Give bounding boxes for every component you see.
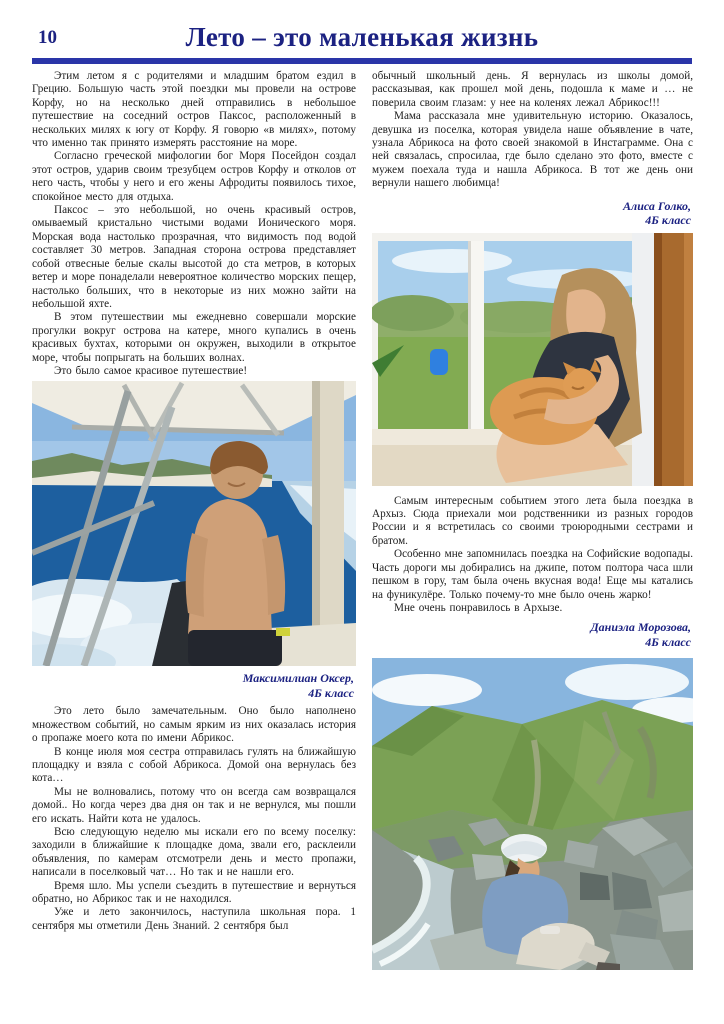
paragraph: Это было самое красивое путешествие! [54, 364, 248, 377]
author-signature [372, 199, 691, 228]
photo-girl-in-mountains [372, 658, 693, 970]
author-signature [32, 671, 354, 700]
author-name: Алиса Голко, [623, 198, 691, 213]
paragraph: Время шло. Мы успели съездить в путешествие и вернуться обратно, но Абрикос так и не находился. [32, 879, 356, 906]
spacer [372, 486, 693, 495]
left-column [32, 70, 356, 970]
page-header [0, 0, 724, 58]
columns [0, 64, 724, 970]
boat-scene-illustration [32, 381, 356, 666]
paragraph: Паксос – это небольшой, но очень красивый остров, омываемый кристально чистыми водами Ионического моря. Морская вода настолько прозрачная, что видимость под водой составляет 30 метров. Западная сторона острова представляет собой отвесные белые скалы высотой до ста метров, в которых ветер и море понаделали невероятное количество морских пещер, настолько больших, что в некоторые из них можно зайти на небольшой яхте. [32, 204, 356, 310]
author-name: Даниэла Морозова, [590, 620, 691, 635]
page-number: 10 [38, 27, 57, 48]
paragraph: В конце июля моя сестра отправилась гулять на ближайшую площадку и взяла с собой Абрикоса. Домой она вернулась без кота… [32, 745, 356, 785]
author-signature [372, 620, 691, 649]
paragraph: Это лето было замечательным. Оно было наполнено множеством событий, но самым ярким из них оказалась история о пропаже моего кота по имени Абрикос. [32, 705, 356, 745]
paragraph: Согласно греческой мифологии бог Моря Посейдон создал этот остров, ударив своим трезубцем остров Корфу и отколов от него часть, чтобы у него и его жены Афродиты появилось тихое, спокойное место для отдыха. [32, 150, 356, 203]
page-title: Лето – это маленькая жизнь [185, 22, 539, 52]
mountain-scene-illustration [372, 658, 693, 970]
paragraph: Всю следующую неделю мы искали его по всему поселку: заходили в ближайшие к площадке дома, звали его, расклеили объявления, по камерам отсмотрели день и место пропажи, написали в поселковый чат… Но так и не нашли его. [32, 826, 356, 879]
author-class: 4Б класс [645, 213, 691, 228]
paragraph: обычный школьный день. Я вернулась из школы домой, рассказывая, как прошел мой день, подошла к маме и … не поверила своим глазам: у нее на коленях лежал Абрикос!!! [372, 70, 693, 109]
photo-girl-with-cat [372, 233, 693, 486]
window-cat-scene-illustration [372, 233, 693, 486]
paragraph: Особенно мне запомнилась поездка на Софийские водопады. Часть дороги мы добирались на джипе, потом полтора часа шли пешком в гору, там была очень вкусная вода! Еще мы катались на фуникулёре. Только почему-то мне было очень жарко! [372, 548, 693, 601]
author-class: 4Б класс [645, 634, 691, 649]
author-class: 4Б класс [308, 685, 354, 700]
paragraph: Уже и лето закончилось, наступила школьная пора. 1 сентября мы отметили День Знаний. 2 сентября был [32, 906, 356, 932]
paragraph: Мне очень понравилось в Архызе. [394, 601, 563, 614]
paragraph: Этим летом я с родителями и младшим братом ездил в Грецию. Большую часть этой поездки мы провели на острове Корфу, но на несколько дней отправились в небольшое путешествие на соседний остров Паксос, расположенный в нескольких милях к югу от Корфу. Я говорю «в милях», потому что именно так принято измерять расстояние на море. [32, 70, 356, 150]
paragraph: Мама рассказала мне удивительную историю. Оказалось, девушка из поселка, которая увидела наше объявление в чате, узнала Абрикоса на фото своей знакомой в Инстаграмме. Она с ней связалась, спросилаа, где было сделано это фото, вместе с мужем поехала туда и нашла Абрикоса. В тот же день они вернули нашего любимца! [372, 110, 693, 190]
author-name: Максимилиан Оксер, [242, 671, 354, 686]
paragraph: В этом путешествии мы ежедневно совершали морские прогулки вокруг острова на катере, много купались в очень красивых бухтах, которыми он окружен, выходили в открытое море, чтобы попрыгать на больших волнах. [32, 311, 356, 364]
right-column [372, 70, 693, 970]
paragraph: Мы не волновались, потому что он всегда сам возвращался домой.. Но когда через два дня он так и не вернулся, мы пошли его искать. Найти кота не удалось. [32, 785, 356, 825]
paragraph: Самым интересным событием этого лета была поездка в Архыз. Сюда приехали мои родственники из разных городов России и я встретилась со своими троюродными сестрами и братом. [372, 494, 693, 547]
photo-boy-on-boat [32, 381, 356, 666]
